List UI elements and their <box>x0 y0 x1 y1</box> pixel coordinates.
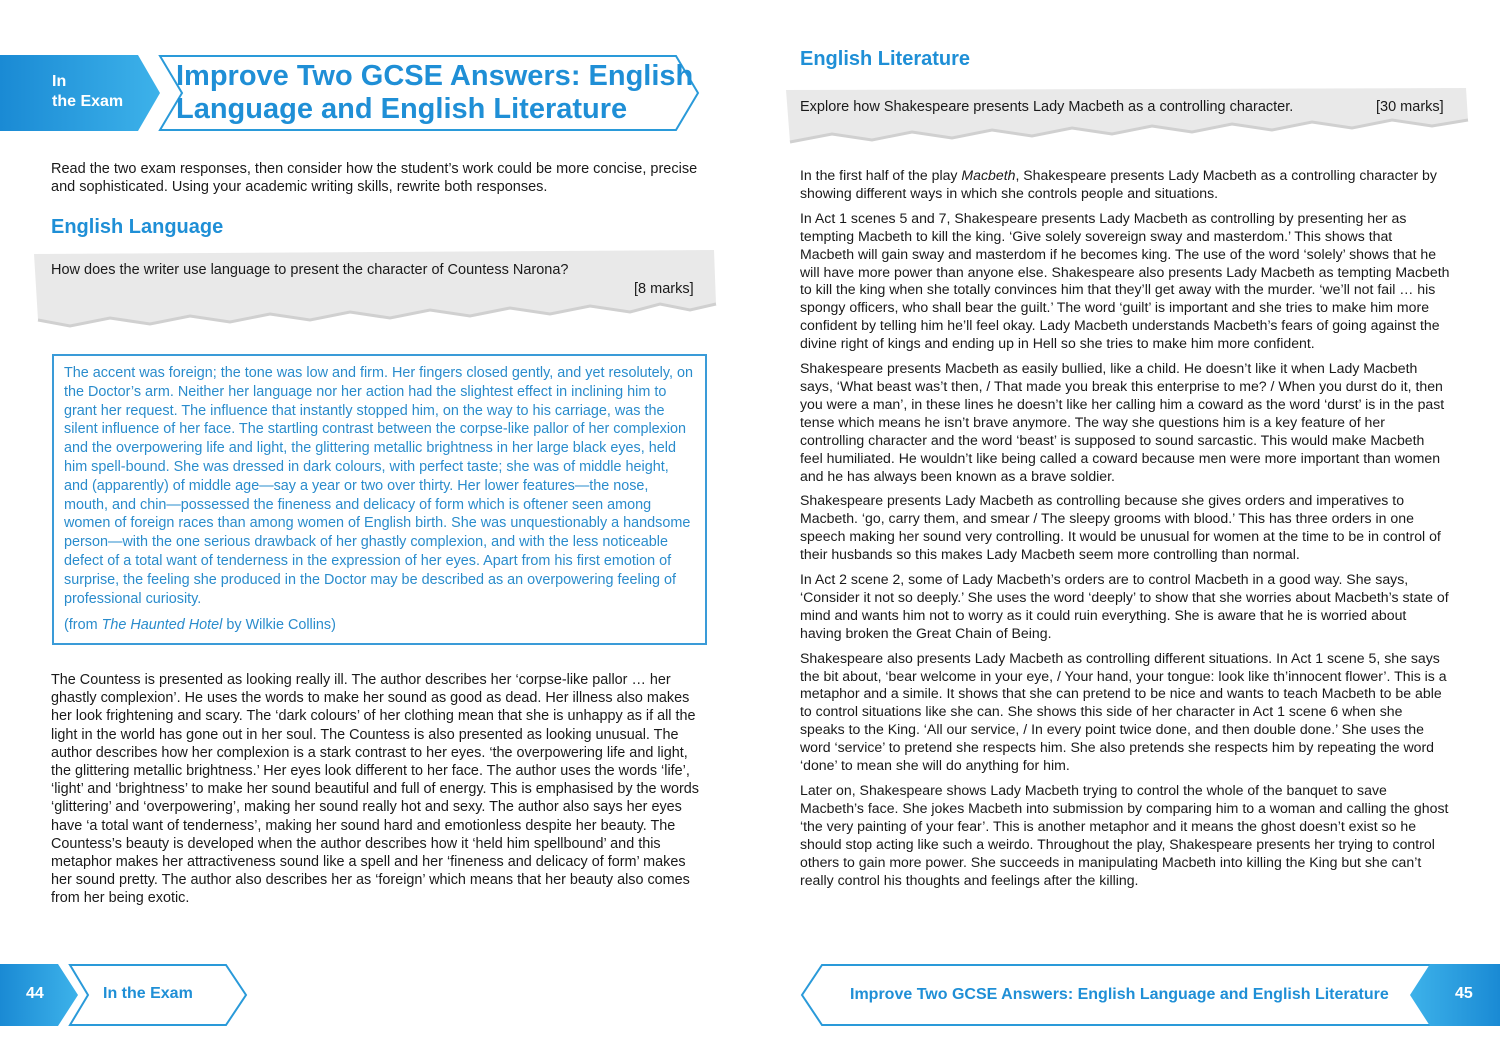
footer-page-number-left: 44 <box>26 985 44 1002</box>
answer-literature <box>800 167 1450 896</box>
answer-paragraph-4: Shakespeare presents Lady Macbeth as controlling because she gives orders and imperatives to Macbeth. ‘go, carry them, and smear / The sleepy grooms with blood.’ This has three orders in one speech making her sound very controlling. It would be unusual for women at the time to be in control of their husbands so this makes Lady Macbeth seem more controlling than normal. <box>800 492 1441 563</box>
answer-language <box>51 671 703 915</box>
answer-paragraph-2: In Act 1 scenes 5 and 7, Shakespeare presents Lady Macbeth as controlling by presenting her as tempting Macbeth to kill the king. ‘Give solely sovereign sway and masterdom.’ This shows that Macbeth will gain sway and masterdom if he becomes king. The use of the word ‘solely’ shows that he will have more power than anyone else. Shakespeare also presents Lady Macbeth as tempting Macbeth to kill the king when she totally convinces him that they’ll get away with the murder. ‘we’ll not fail … his spongy officers, who shall bear the guilt.’ The word ‘guilt’ is important and she tries to make him more confident by telling him he’ll feel okay. Lady Macbeth understands Macbeth’s fears of going against the divine right of kings and ending up in Hell so she tries to make him more confident. <box>800 209 1450 352</box>
footer-section-label-left: In the Exam <box>103 985 193 1002</box>
extract-source: (from The Haunted Hotel by Wilkie Collins) <box>64 617 336 634</box>
answer-paragraph-3: Shakespeare presents Macbeth as easily bullied, like a child. He doesn’t like it when Lady Macbeth says, ‘What beast was’t then, / That made you break this enterprise to me? / When you durst do it, then you were a man’, in these lines he doesn’t like her calling him a coward as the word ‘durst’ is in the past tense which means he isn’t brave anymore. The way she questions him is a key feature of her controlling character and the word ‘beast’ is supposed to sound sarcastic. This would make Macbeth feel humiliated. He wouldn’t like being called a coward because men were more important than women and he has always been known as a brave soldier. <box>800 360 1445 484</box>
extract-text: The accent was foreign; the tone was low and firm. Her fingers closed gently, and yet resolutely, on the Doctor’s arm. Neither her language nor her action had the slightest effect in inclining him to grant her request. The influence that instantly stopped him, on the way to his carriage, was the silent influence of her face. The startling contrast between the corpse-like pallor of her complexion and the overpowering life and light, the glittering metallic brightness in her large black eyes, held him spell-bound. She was dressed in dark colours, with perfect taste; she was of middle height, and (apparently) of middle age—say a year or two over thirty. Her lower features—the nose, mouth, and chin—possessed the fineness and delicacy of form which is oftener seen among women of foreign races than among women of English birth. She was unquestionably a handsome person—with the one serious drawback of her ghastly complexion, and with the less noticeable defect of a total want of tenderness in the expression of her eyes. Apart from his first emotion of surprise, the feeling she produced in the Doctor may be described as an overpowering feeling of professional curiosity. <box>64 365 693 607</box>
question-text-language: How does the writer use language to present the character of Countess Narona? <box>51 262 569 278</box>
page-title: Improve Two GCSE Answers: English Language and English Literature <box>176 60 694 125</box>
answer-language-text: The Countess is presented as looking really ill. The author describes her ‘corpse-like pallor … her ghastly complexion’. He uses the words to make her sound as good as dead. Her illness also makes her look frightening and scary. The ‘dark colours’ of her clothing mean that she is unhappy as if all the light in the world has gone out in her soul. The Countess is also presented as looking unusual. The author describes how her complexion is a stark contrast to her eyes. ‘the overpowering life and light, the glittering metallic brightness.’ Her eyes look different to her face. The author uses the words ‘life’, ‘light’ and ‘brightness’ to make her sound beautiful and full of energy. This is emphasised by the words ‘glittering’ and ‘overpowering’, making her sound really hot and sexy. The author also says her eyes have ‘a total want of tenderness’, making her sound hard and emotionless despite her beauty. The Countess’s beauty is developed when the author describes how it ‘held him spellbound’ and this metaphor makes her attractiveness sound like a spell and her ‘fineness and delicacy of form’ makes her sound pretty. The author also describes her as ‘foreign’ which means that her beauty also comes from her being exotic. <box>51 672 699 907</box>
question-text-literature: Explore how Shakespeare presents Lady Macbeth as a controlling character. <box>800 99 1294 115</box>
footer-page-number-right: 45 <box>1455 985 1473 1002</box>
section-heading-english-literature: English Literature <box>800 48 971 70</box>
answer-paragraph-5: In Act 2 scene 2, some of Lady Macbeth’s orders are to control Macbeth in a good way. She says, ‘Consider it not so deeply.’ She uses the word ‘deeply’ to show that she worries about Macbeth’s state of mind and wants him not to worry as it could ruin everything. She is aware that he is worried about having broken the Great Chain of Being. <box>800 571 1449 641</box>
footer-section-label-right: Improve Two GCSE Answers: English Language and English Literature <box>850 986 1389 1003</box>
answer-paragraph-7: Later on, Shakespeare shows Lady Macbeth trying to control the whole of the banquet to save Macbeth’s face. She jokes Macbeth into submission by comparing him to a woman and calling the ghost ‘the very painting of your fear’. This is another metaphor and it means the ghost doesn’t exist so he should stop acting like such a weirdo. Throughout the play, Shakespeare presents her trying to control others to gain more power. She succeeds in manipulating Macbeth into killing the King but she can’t really control his thoughts and feelings after the killing. <box>800 782 1449 888</box>
extract-box <box>52 354 707 645</box>
question-box-literature <box>782 86 1472 152</box>
answer-paragraph-1: In the first half of the play Macbeth, Shakespeare presents Lady Macbeth as a controlling character by showing different ways in which she controls people and situations. <box>800 167 1437 201</box>
intro-text: Read the two exam responses, then consider how the student’s work could be more concise, precise and sophisticated. Using your academic writing skills, rewrite both responses. <box>51 161 698 195</box>
header-tab-label: In the Exam <box>52 73 124 110</box>
answer-paragraph-6: Shakespeare also presents Lady Macbeth as controlling different situations. In Act 1 scene 5, she says the bit about, ‘bear welcome in your eye, / Your hand, your tongue: look like th’innocent flower’. This is a metaphor and a simile. It shows that she can pretend to be nice and wants to teach Macbeth to be able to control situations like she can. She shows this side of her character in Act 1 scene 6 when she speaks to the King. ‘All our service, / In every point twice done, and then double done.’ She uses the word ‘service’ to pretend she respects him. She also pretends she respects him by repeating the word ‘done’ to mean she will do anything for him. <box>800 649 1447 774</box>
section-heading-english-language: English Language <box>51 216 224 238</box>
question-marks-language: [8 marks] <box>634 281 694 297</box>
question-marks-literature: [30 marks] <box>1376 99 1444 115</box>
